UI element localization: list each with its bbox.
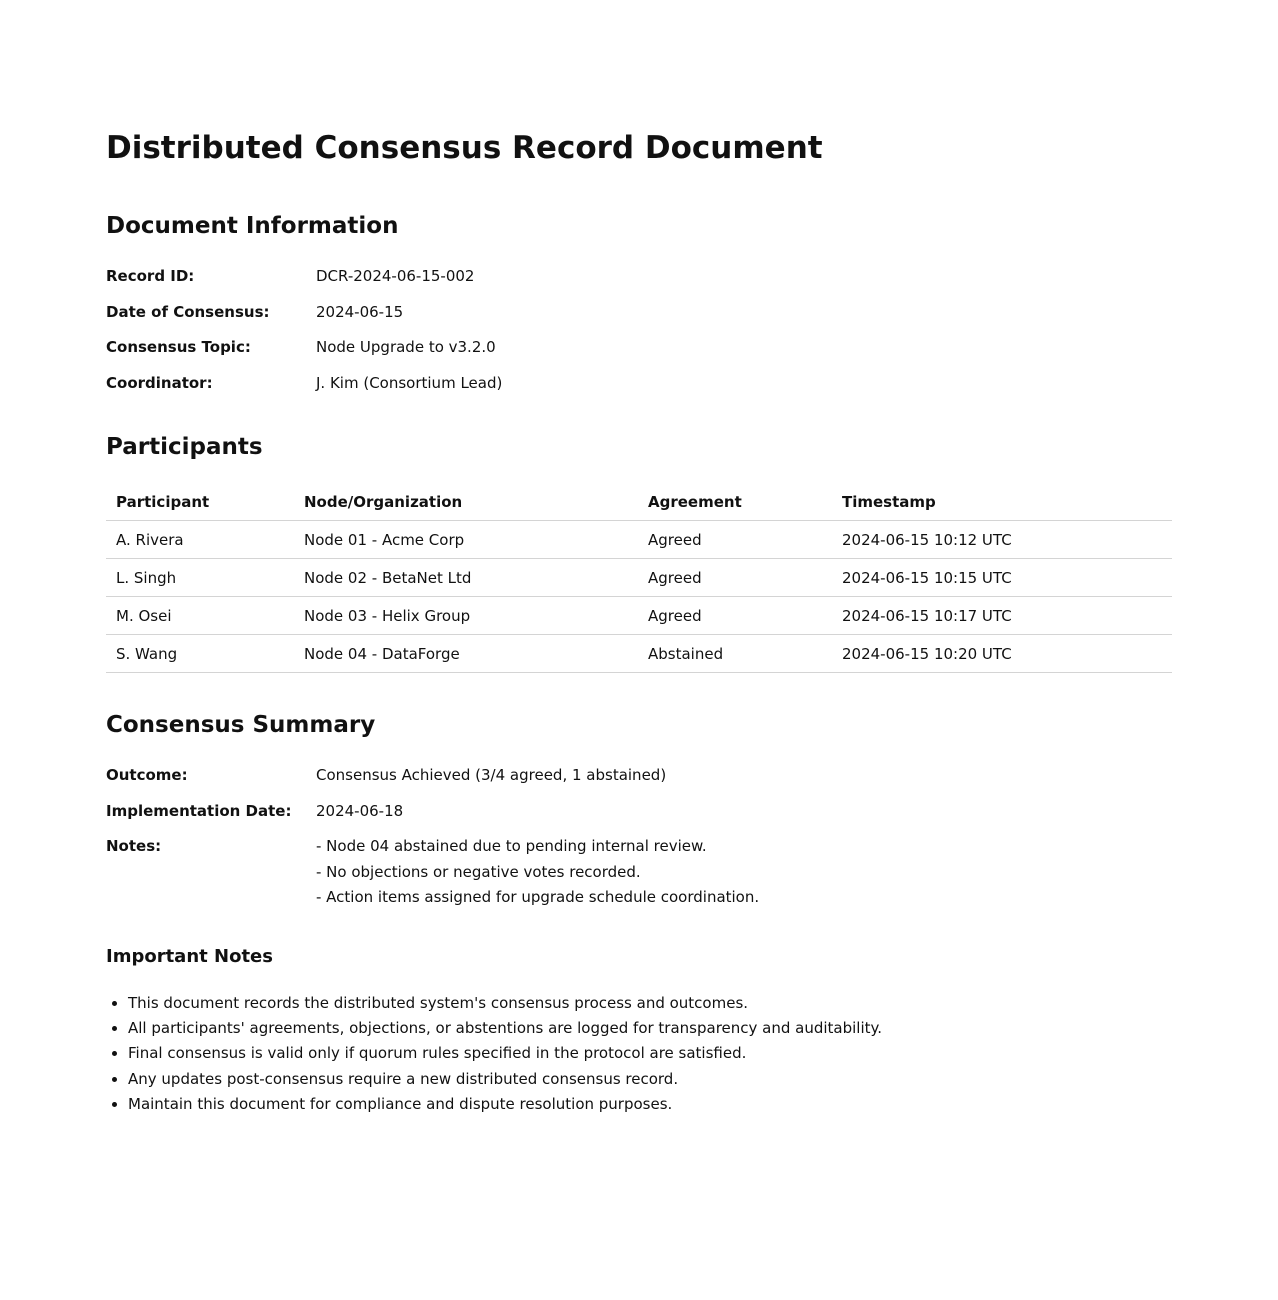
column-header-agreement: Agreement	[638, 483, 832, 521]
participant-cell: S. Wang	[106, 635, 294, 673]
participant-cell: A. Rivera	[106, 521, 294, 559]
participant-cell: M. Osei	[106, 597, 294, 635]
column-header-node: Node/Organization	[294, 483, 638, 521]
table-header-row	[106, 483, 1172, 521]
column-header-participant: Participant	[106, 483, 294, 521]
record-id-label: Record ID:	[106, 267, 195, 285]
list-item: • Any updates post-consensus require a new distributed consensus record.	[128, 1067, 882, 1092]
note-line: - No objections or negative votes recorded.	[316, 862, 641, 881]
doc-info-list	[106, 265, 1172, 407]
timestamp-cell: 2024-06-15 10:15 UTC	[832, 559, 1172, 597]
agreement-cell: Agreed	[638, 559, 832, 597]
record-id-value: DCR-2024-06-15-002	[316, 267, 475, 285]
note-line: - Node 04 abstained due to pending internal review.	[316, 837, 707, 855]
list-item: • All participants' agreements, objections, or abstentions are logged for transparency and auditability.	[128, 1016, 882, 1041]
node-cell: Node 04 - DataForge	[294, 635, 638, 673]
important-notes-list	[106, 991, 882, 1117]
topic-label: Consensus Topic:	[106, 338, 251, 356]
node-cell: Node 02 - BetaNet Ltd	[294, 559, 638, 597]
participant-cell: L. Singh	[106, 559, 294, 597]
doc-info-heading: Document Information	[106, 213, 399, 239]
doc-info-row-topic	[106, 336, 1172, 372]
table-row	[106, 559, 1172, 597]
coordinator-value: J. Kim (Consortium Lead)	[316, 373, 503, 392]
doc-info-row-coordinator	[106, 372, 1172, 408]
notes-value	[316, 835, 759, 912]
column-header-timestamp: Timestamp	[832, 483, 1172, 521]
agreement-cell: Agreed	[638, 521, 832, 559]
timestamp-cell: 2024-06-15 10:12 UTC	[832, 521, 1172, 559]
list-item: • Maintain this document for compliance and dispute resolution purposes.	[128, 1092, 882, 1117]
table-row	[106, 635, 1172, 673]
outcome-label: Outcome:	[106, 766, 188, 784]
list-item: • Final consensus is valid only if quorum rules specified in the protocol are satisfied.	[128, 1041, 882, 1066]
doc-info-row-date	[106, 301, 1172, 337]
node-cell: Node 03 - Helix Group	[294, 597, 638, 635]
agreement-cell: Agreed	[638, 597, 832, 635]
node-cell: Node 01 - Acme Corp	[294, 521, 638, 559]
date-label: Date of Consensus:	[106, 302, 270, 321]
date-value: 2024-06-15	[316, 302, 404, 321]
summary-list	[106, 764, 1172, 915]
list-item: • This document records the distributed system's consensus process and outcomes.	[128, 991, 882, 1016]
summary-heading: Consensus Summary	[106, 712, 376, 738]
timestamp-cell: 2024-06-15 10:17 UTC	[832, 597, 1172, 635]
implementation-date-label: Implementation Date:	[106, 801, 292, 820]
participants-table	[106, 483, 1172, 673]
document-title: Distributed Consensus Record Document	[106, 130, 823, 166]
timestamp-cell: 2024-06-15 10:20 UTC	[832, 635, 1172, 673]
participants-heading: Participants	[106, 434, 263, 460]
summary-row-outcome	[106, 764, 1172, 800]
coordinator-label: Coordinator:	[106, 373, 213, 392]
notes-label: Notes:	[106, 837, 162, 855]
important-notes-heading: Important Notes	[106, 946, 273, 967]
summary-row-implementation	[106, 800, 1172, 836]
agreement-cell: Abstained	[638, 635, 832, 673]
topic-value: Node Upgrade to v3.2.0	[316, 338, 496, 356]
summary-row-notes	[106, 835, 1172, 915]
implementation-date-value: 2024-06-18	[316, 801, 404, 820]
note-line: - Action items assigned for upgrade schedule coordination.	[316, 888, 760, 906]
outcome-value: Consensus Achieved (3/4 agreed, 1 abstained)	[316, 766, 667, 784]
table-row	[106, 521, 1172, 559]
doc-info-row-record-id	[106, 265, 1172, 301]
table-row	[106, 597, 1172, 635]
